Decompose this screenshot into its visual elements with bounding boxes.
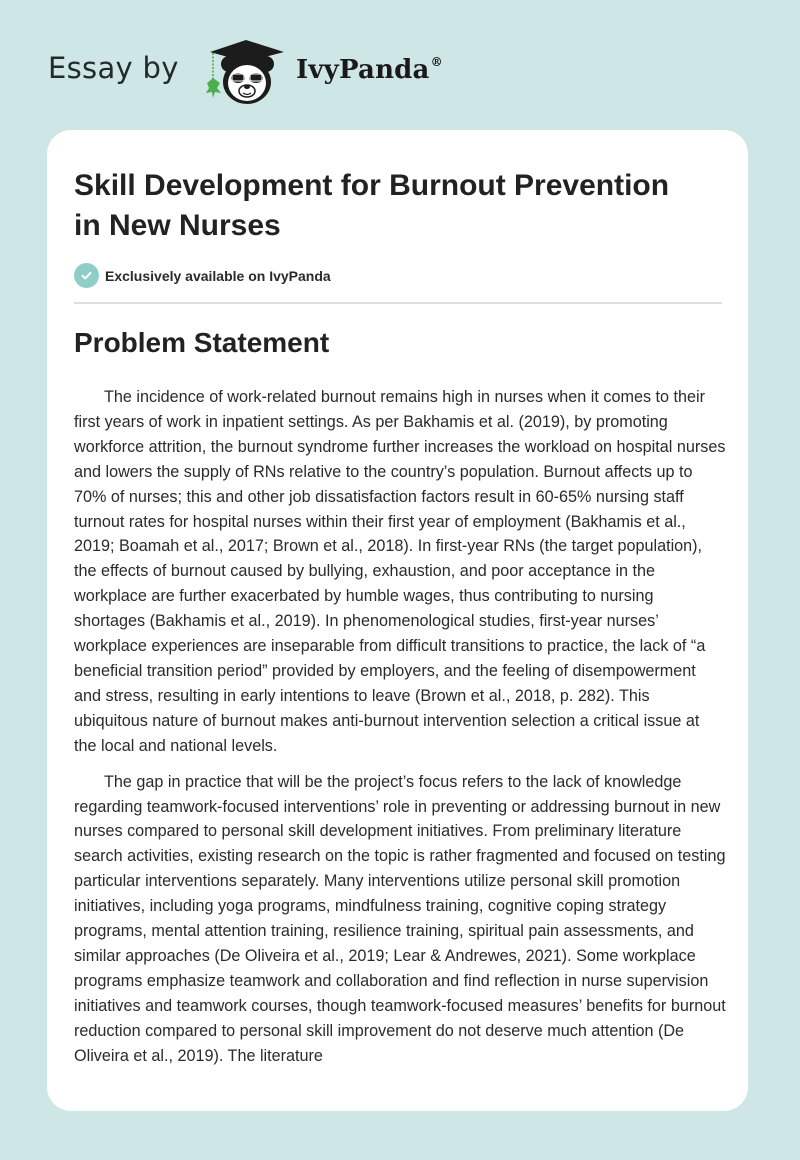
exclusive-text: Exclusively available on IvyPanda — [105, 267, 331, 284]
section-heading: Problem Statement — [74, 327, 330, 358]
site-header — [0, 0, 800, 130]
essay-body — [74, 385, 726, 1079]
check-circle-icon — [74, 263, 99, 288]
essay-title: Skill Development for Burnout Prevention in New Nurses — [74, 169, 670, 242]
essay-by-label: Essay by — [48, 51, 179, 85]
brand-name[interactable] — [296, 55, 443, 85]
exclusive-badge — [74, 263, 331, 288]
panda-graduation-cap-logo-icon[interactable] — [202, 36, 292, 108]
brand-text: IvyPanda — [296, 55, 430, 85]
essay-card — [47, 130, 748, 1111]
divider — [74, 302, 722, 304]
registered-mark: ® — [430, 55, 443, 69]
paragraph: The gap in practice that will be the project’s focus refers to the lack of knowledge regarding teamwork-focused interventions’ role in preventing or addressing burnout in new nurses compared to personal skill development initiatives. From preliminary literature search activities, existing research on the topic is rather fragmented and focused on testing particular interventions separately. Many interventions utilize personal skill promotion initiatives, including yoga programs, mindfulness training, cognitive coping strategy programs, mental attention training, resilience training, spiritual pain assessments, and similar approaches (De Oliveira et al., 2019; Lear & Andrewes, 2021). Some workplace programs emphasize teamwork and collaboration and find reflection in nurse supervision initiatives and teamwork courses, though teamwork-focused measures’ benefits for burnout reduction compared to personal skill improvement do not deserve much attention (De Oliveira et al., 2019). The literature — [74, 772, 726, 1065]
paragraph: The incidence of work-related burnout remains high in nurses when it comes to their first years of work in inpatient settings. As per Bakhamis et al. (2019), by promoting workforce attrition, the burnout syndrome further increases the workload on hospital nurses and lowers the supply of RNs relative to the country’s population. Burnout affects up to 70% of nurses; this and other job dissatisfaction factors result in 60-65% nursing staff turnout rates for hospital nurses within their first year of employment (Bakhamis et al., 2019; Boamah et al., 2017; Brown et al., 2018). In first-year RNs (the target population), the effects of burnout caused by bullying, exhaustion, and poor acceptance in the workplace are further exacerbated by humble wages, thus contributing to nursing shortages (Bakhamis et al., 2019). In phenomenological studies, first-year nurses’ workplace experiences are inseparable from difficult transitions to practice, the lack of “a beneficial transition period” provided by employers, and the feeling of disempowerment and stress, resulting in early intentions to leave (Brown et al., 2018, p. 282). This ubiquitous nature of burnout makes anti-burnout intervention selection a critical issue at the local and national levels. — [74, 388, 726, 755]
